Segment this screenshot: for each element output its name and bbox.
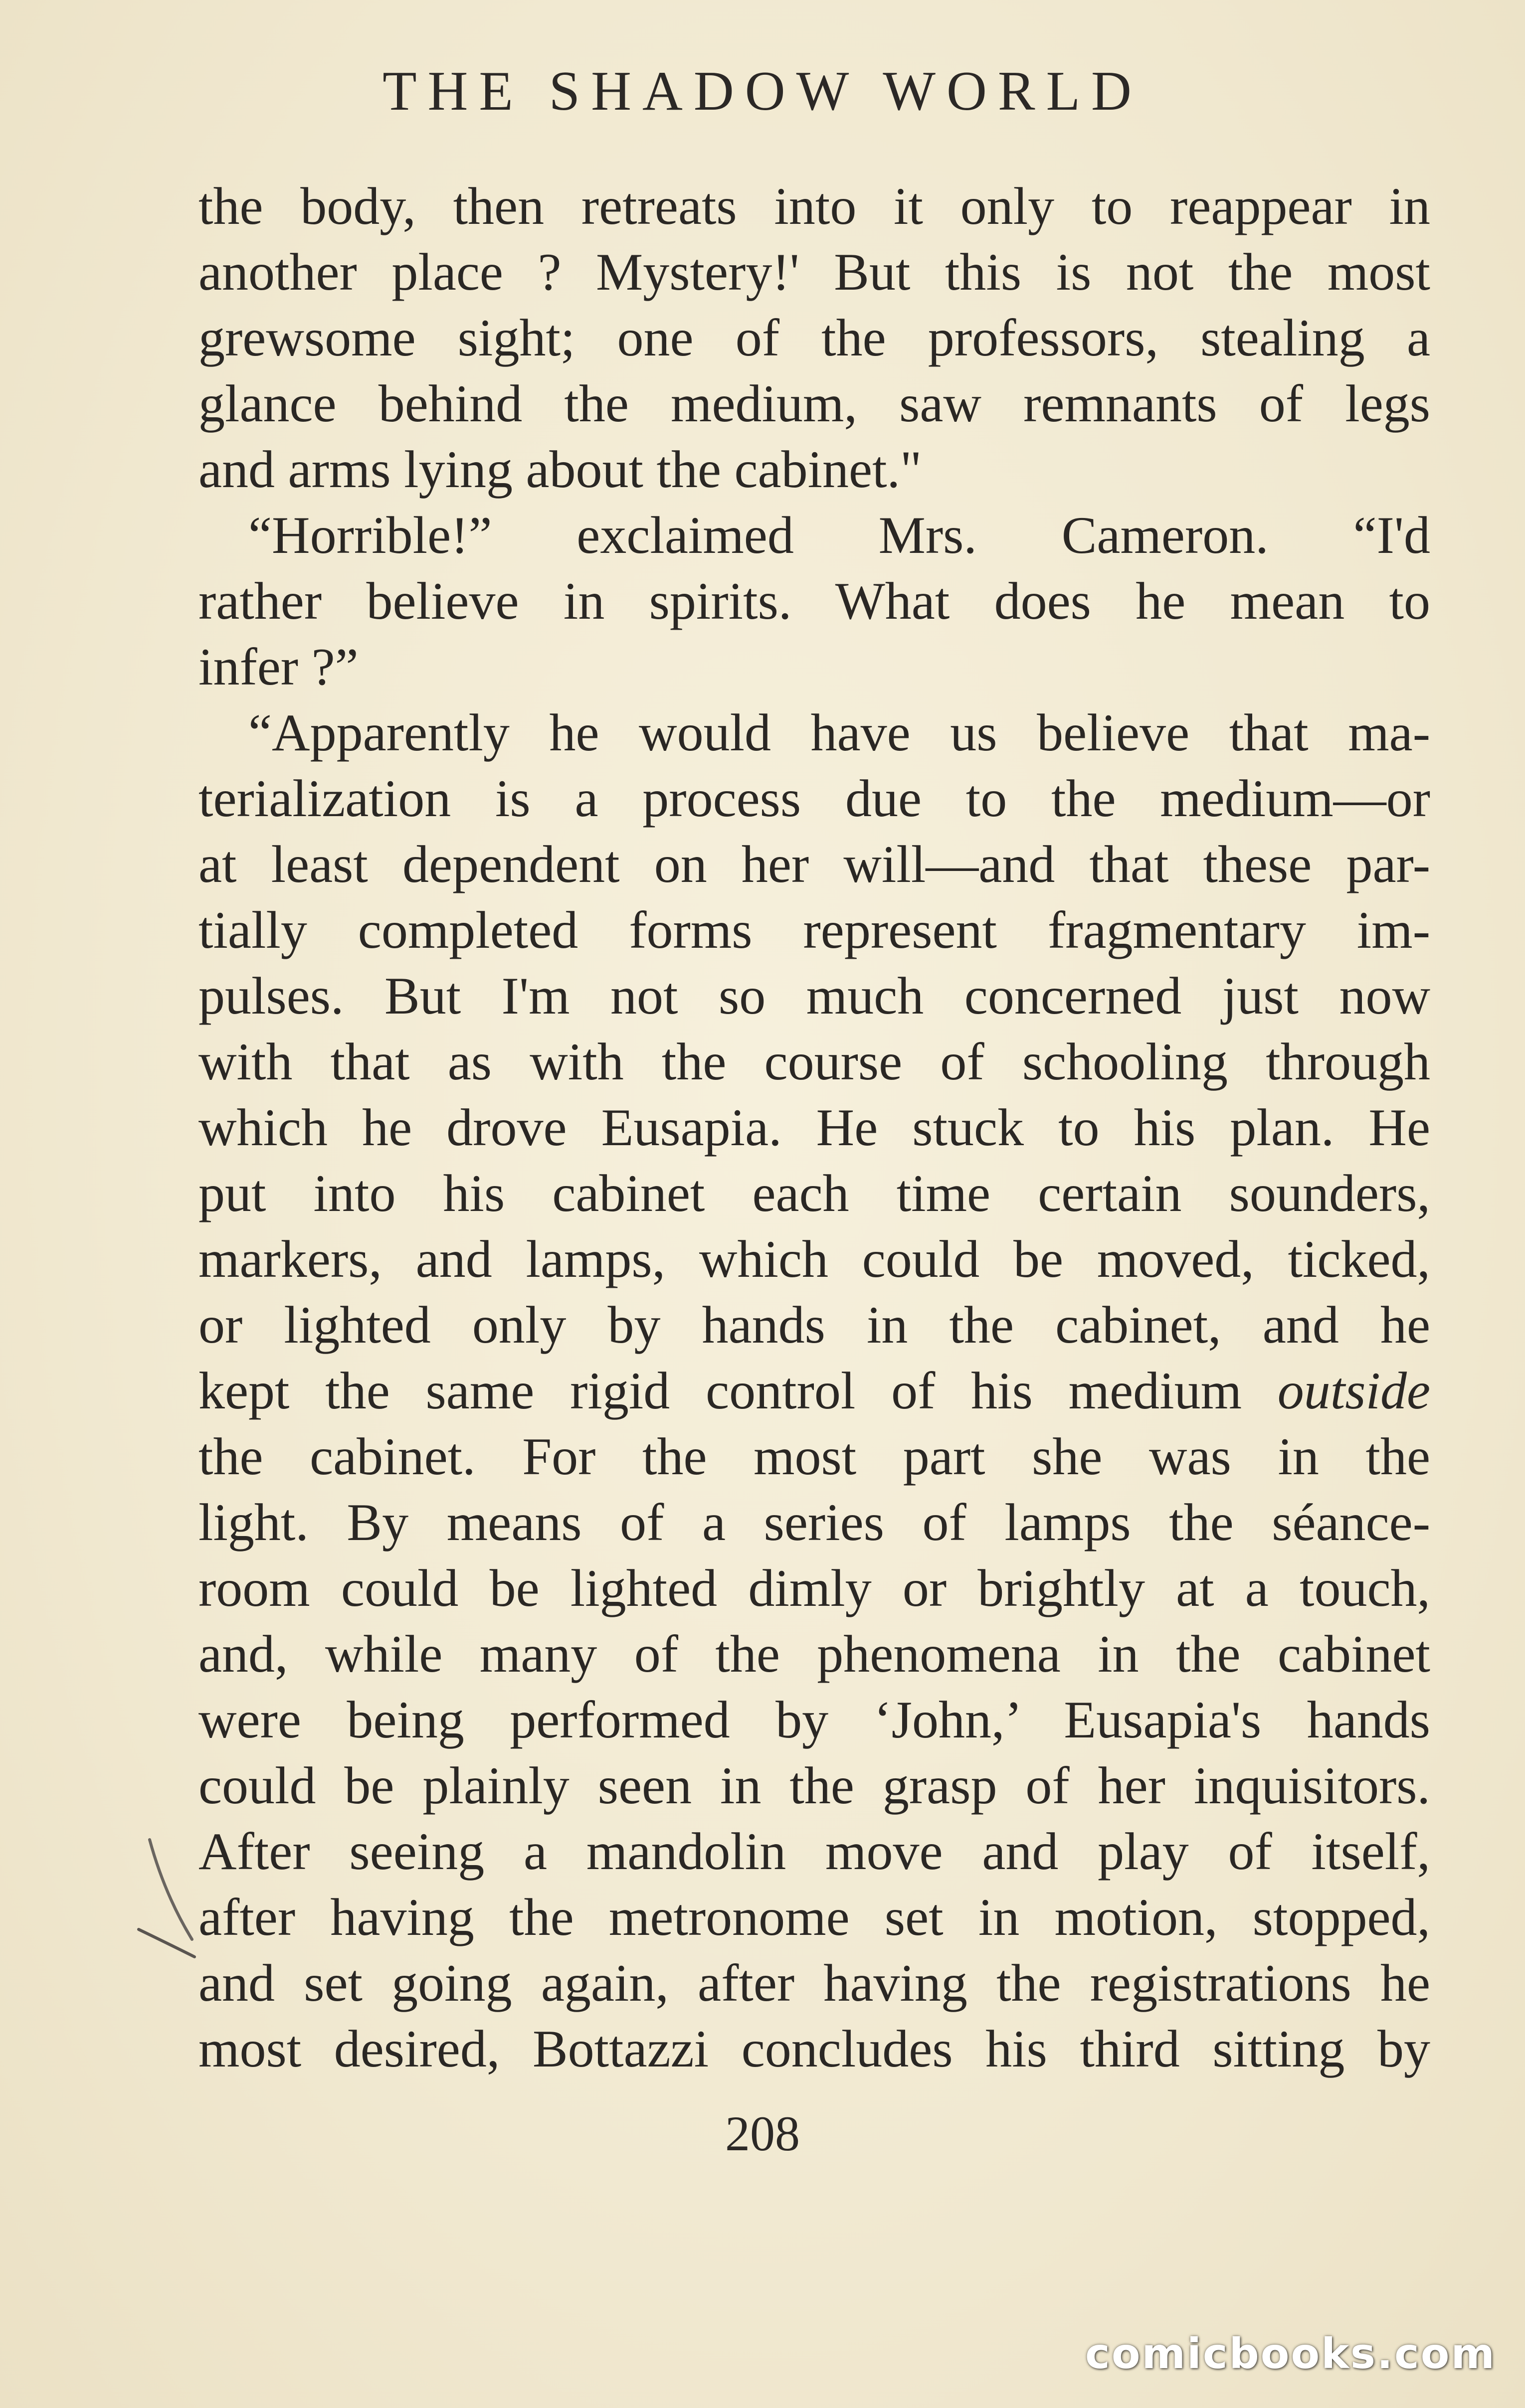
text-line: at least dependent on her will—and that these par- — [198, 835, 1430, 893]
text-line: and set going again, after having the registrations he — [198, 1954, 1430, 2012]
text-line: “Horrible!” exclaimed Mrs. Cameron. “I'd — [248, 506, 1430, 564]
text-line: terialization is a process due to the medium—or — [198, 769, 1430, 828]
running-head: THE SHADOW WORLD — [382, 60, 1143, 122]
text-line: put into his cabinet each time certain sounders, — [198, 1164, 1430, 1222]
pencil-check-mark — [135, 1835, 209, 1964]
text-line: the cabinet. For the most part she was in the — [198, 1427, 1430, 1486]
text-line: another place ? Mystery!' But this is not the most — [198, 243, 1430, 301]
text-line: After seeing a mandolin move and play of itself, — [198, 1822, 1430, 1881]
text-line: grewsome sight; one of the professors, stealing a — [198, 309, 1430, 367]
text-line: “Apparently he would have us believe that ma- — [248, 703, 1430, 762]
text-line: with that as with the course of schooling through — [198, 1032, 1430, 1091]
text-line: the body, then retreats into it only to reappear in — [198, 177, 1430, 235]
text-line-with-italic — [198, 1358, 1430, 1424]
text-line: most desired, Bottazzi concludes his third sitting by — [198, 2020, 1430, 2078]
text-line: could be plainly seen in the grasp of her inquisitors. — [198, 1756, 1430, 1815]
text-line: which he drove Eusapia. He stuck to his plan. He — [198, 1098, 1430, 1157]
text-line-plain-part: kept the same rigid control of his medium — [198, 1362, 1278, 1420]
text-line: and, while many of the phenomena in the cabinet — [198, 1625, 1430, 1683]
text-line: tially completed forms represent fragmentary im- — [198, 901, 1430, 959]
text-line: light. By means of a series of lamps the séance- — [198, 1493, 1430, 1551]
text-line: were being performed by ‘John,’ Eusapia's hands — [198, 1691, 1430, 1749]
text-line: rather believe in spirits. What does he mean to — [198, 572, 1430, 630]
body-text — [198, 173, 1430, 2082]
text-line: infer ?” — [198, 638, 359, 696]
text-line: pulses. But I'm not so much concerned just now — [198, 967, 1430, 1025]
text-line: room could be lighted dimly or brightly at a touch, — [198, 1559, 1430, 1617]
watermark: comicbooks.com — [1085, 2329, 1496, 2378]
text-line: and arms lying about the cabinet." — [198, 440, 922, 499]
text-line: or lighted only by hands in the cabinet, and he — [198, 1296, 1430, 1354]
italic-word: outside — [1277, 1362, 1430, 1420]
page-number: 208 — [725, 2106, 800, 2161]
text-line: after having the metronome set in motion, stopped, — [198, 1888, 1430, 1946]
text-line: glance behind the medium, saw remnants of legs — [198, 374, 1430, 433]
text-line: markers, and lamps, which could be moved, ticked, — [198, 1230, 1430, 1288]
